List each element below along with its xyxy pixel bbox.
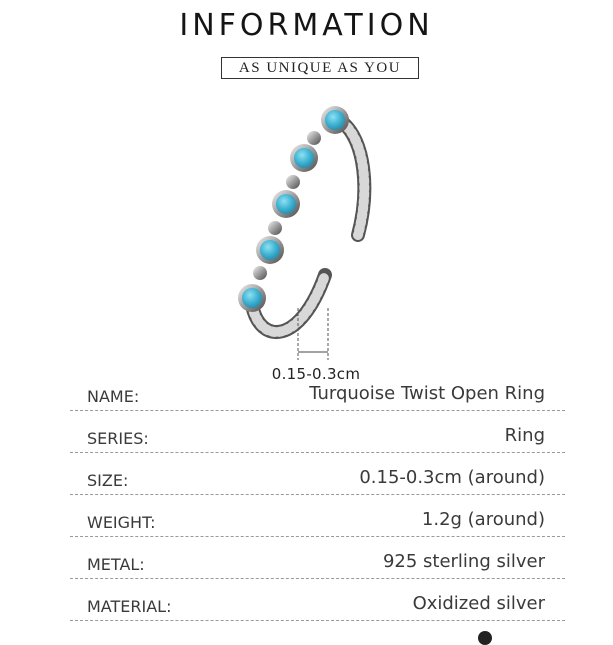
spec-label: METAL:: [87, 555, 145, 574]
spec-row-series: [70, 410, 565, 453]
spec-label: NAME:: [87, 387, 140, 406]
dimension-label: 0.15-0.3cm: [271, 365, 361, 383]
spec-value: Ring: [504, 425, 545, 446]
spec-value: Turquoise Twist Open Ring: [309, 383, 545, 404]
product-ring-image: [230, 100, 380, 360]
page-title: INFORMATION: [179, 8, 434, 43]
spec-row-material: [70, 578, 565, 621]
spec-label: SERIES:: [87, 429, 149, 448]
spec-row-weight: [70, 494, 565, 537]
spec-value: 1.2g (around): [421, 509, 545, 530]
tagline-box: AS UNIQUE AS YOU: [221, 57, 419, 79]
spec-row-size: [70, 452, 565, 495]
spec-value: 925 sterling silver: [382, 551, 545, 572]
spec-value: Oxidized silver: [412, 593, 545, 614]
spec-row-metal: [70, 536, 565, 579]
spec-value: 0.15-0.3cm (around): [359, 467, 545, 488]
spec-label: SIZE:: [87, 471, 129, 490]
partial-icon: [478, 631, 492, 645]
spec-label: MATERIAL:: [87, 597, 172, 616]
spec-row-name: [70, 368, 565, 411]
spec-label: WEIGHT:: [87, 513, 156, 532]
